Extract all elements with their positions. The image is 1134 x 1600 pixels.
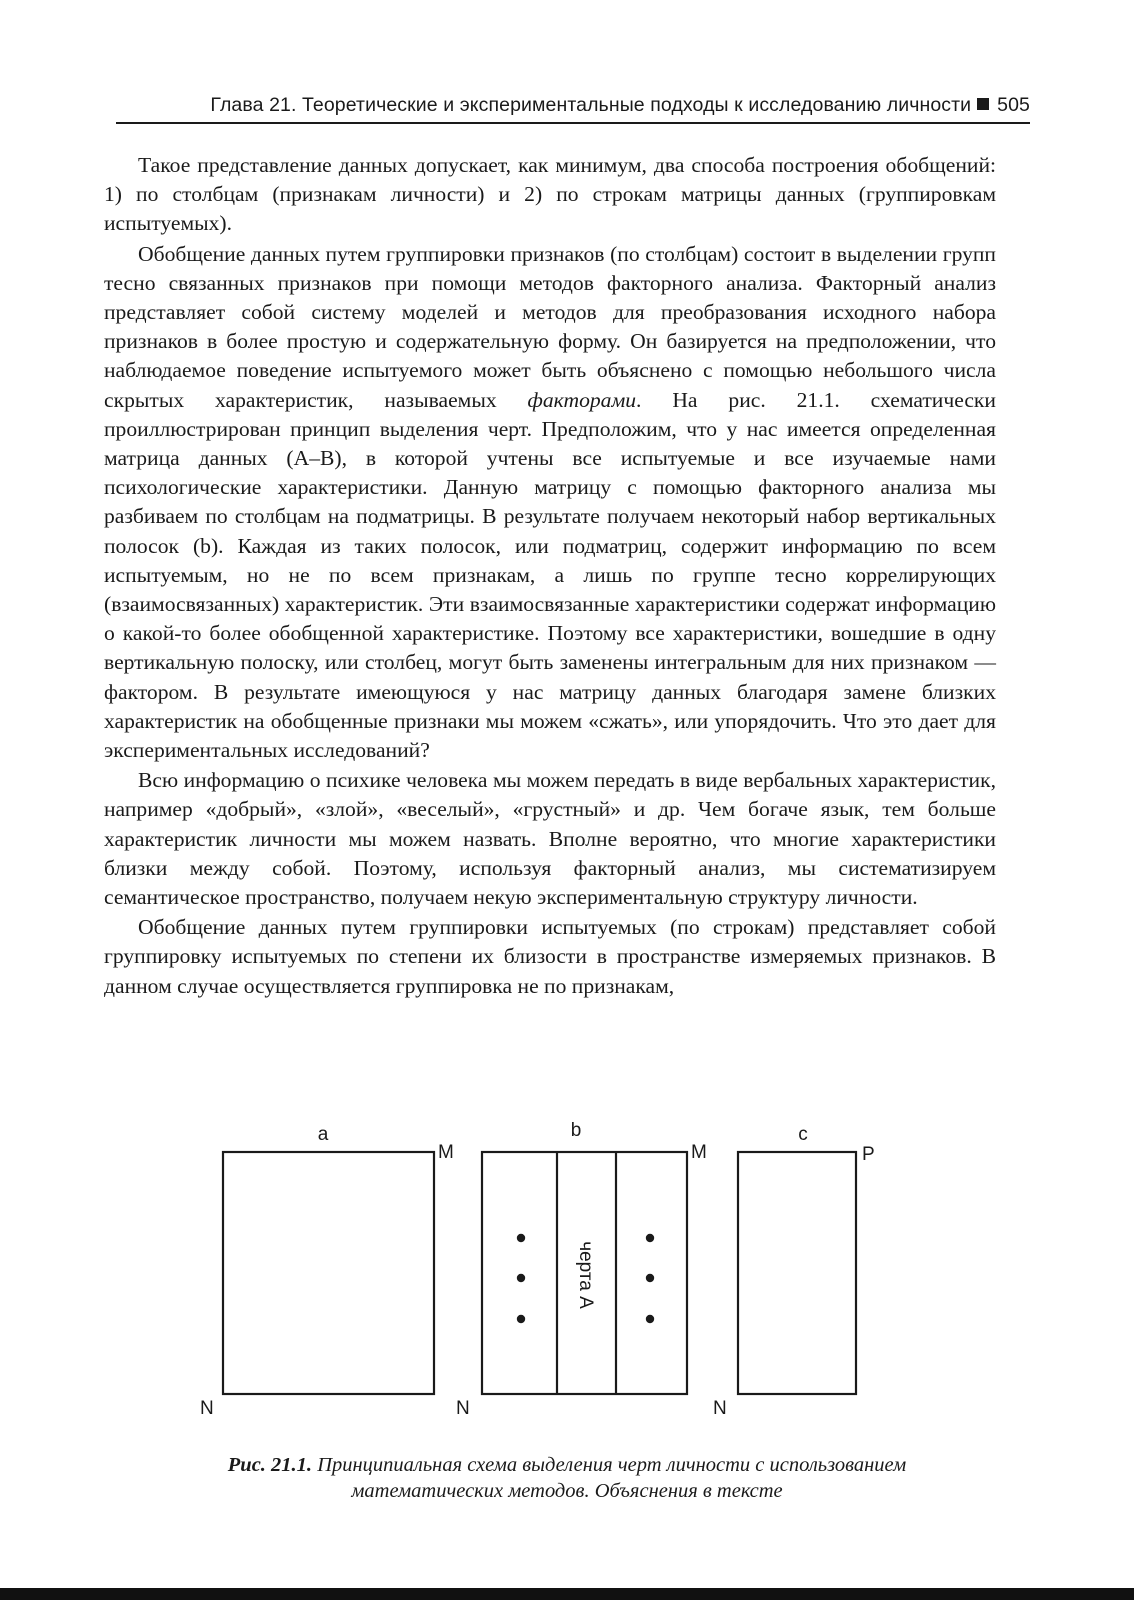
paragraph-2-end: . На рис. 21.1. схематически проиллюстрирован принцип выделения черт. Предположим, что у нас имеется определенная матрица данных (A–B), в которой учтены все испытуемые и все изучаемые нами психологические характеристики. Данную матрицу с помощью факторного анализа мы разбиваем по столбцам на подматрицы. В результате получаем некоторый набор вертикальных полосок (b). Каждая из таких полосок, или подматриц, содержит информацию по всем испытуемым, но не по всем признакам, а лишь по группе тесно коррелирующих (взаимосвязанных) характеристик. Эти взаимосвязанные характеристики содержат информацию о какой-то более обобщенной характеристике. Поэтому все характеристики, вошедшие в одну вертикальную полоску, или столбец, могут быть заменены интегральным для них признаком — фактором. В результате имеющуюся у нас матрицу данных благодаря замене близких характеристик на обобщенные признаки мы можем «сжать», или упорядочить. Что это дает для экспериментальных исследований? xyxy=(104,387,996,763)
matrix-c-corner-n: N xyxy=(713,1398,727,1419)
paragraph-2-start: Обобщение данных путем группировки признаков (по столбцам) состоит в выделении групп тесно связанных признаков при помощи методов факторного анализа. Факторный анализ представляет собой систему моделей и методов для преобразования исходного набора признаков в более простую и содержательную форму. Он базируется на предположении, что наблюдаемое поведение испытуемого может быть объяснено с помощью небольшого числа скрытых характеристик, называемых xyxy=(104,241,996,412)
matrix-a-corner-n: N xyxy=(200,1398,214,1419)
ellipsis-dot-icon xyxy=(517,1274,525,1282)
ellipsis-dot-icon xyxy=(517,1234,525,1242)
matrix-b xyxy=(456,1120,707,1419)
running-header xyxy=(116,94,1030,124)
matrix-c xyxy=(713,1124,875,1419)
paragraph-1: Такое представление данных допускает, как минимум, два способа построения обобщений: 1) по столбцам (признакам личности) и 2) по строкам матрицы данных (группировкам испытуемых). xyxy=(104,153,996,236)
paragraph-4: Обобщение данных путем группировки испытуемых (по строкам) представляет собой группировку испытуемых по степени их близости в пространстве измеряемых признаков. В данном случае осуществляется группировка не по признакам, xyxy=(104,915,996,998)
matrix-a xyxy=(200,1124,454,1419)
caption-label: Рис. 21.1. xyxy=(227,1454,313,1476)
matrix-a-frame xyxy=(223,1152,434,1394)
paragraph-3: Всю информацию о психике человека мы можем передать в виде вербальных характеристик, например «добрый», «злой», «веселый», «грустный» и др. Чем богаче язык, тем больше характеристик личности мы можем назвать. Вполне вероятно, что многие характеристики близки между собой. Поэтому, используя факторный анализ, мы систематизируем семантическое пространство, получаем некую экспериментальную структуру личности. xyxy=(104,768,996,910)
ellipsis-dot-icon xyxy=(646,1315,654,1323)
matrix-b-corner-m: M xyxy=(691,1142,707,1163)
matrix-a-corner-m: M xyxy=(438,1142,454,1163)
term-factors: факторами xyxy=(527,387,637,412)
ellipsis-dot-icon xyxy=(646,1234,654,1242)
caption-text: Принципиальная схема выделения черт личности с использованием математических методов. Объяснения в тексте xyxy=(317,1454,907,1502)
square-bullet-icon xyxy=(977,98,989,110)
ellipsis-dot-icon xyxy=(517,1315,525,1323)
figure-21-1 xyxy=(0,1112,1134,1432)
page-number: 505 xyxy=(997,94,1030,116)
ellipsis-dot-icon xyxy=(646,1274,654,1282)
chapter-title: Глава 21. Теоретические и экспериментальные подходы к исследованию личности xyxy=(210,94,972,116)
body-text xyxy=(104,151,996,1001)
matrix-b-corner-n: N xyxy=(456,1398,470,1419)
matrix-c-label: c xyxy=(798,1124,808,1145)
matrix-b-label: b xyxy=(570,1120,582,1141)
figure-caption xyxy=(150,1452,984,1504)
matrix-c-corner-p: P xyxy=(862,1144,875,1165)
matrix-a-label: a xyxy=(317,1124,329,1145)
matrix-c-frame xyxy=(738,1152,856,1394)
trait-a-label: черта A xyxy=(575,1241,596,1309)
matrix-diagram xyxy=(0,1112,1134,1432)
paragraph-2 xyxy=(104,240,996,766)
page-bottom-bar xyxy=(0,1588,1134,1600)
